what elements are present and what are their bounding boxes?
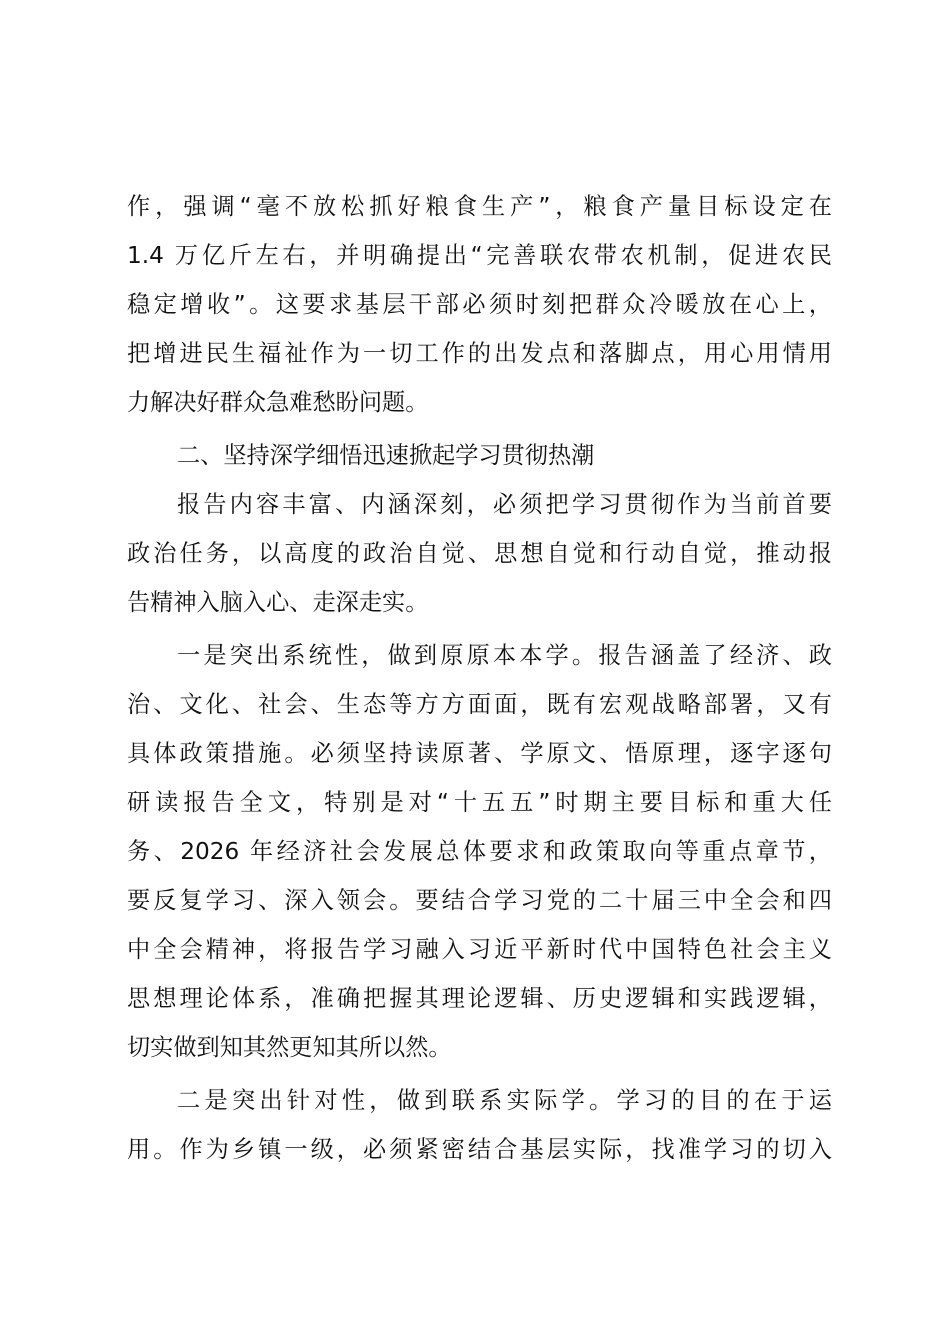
paragraph-line: 把增进民生福祉作为一切工作的出发点和落脚点，用心用情用 [127,340,832,367]
paragraph-line: 要反复学习、深入领会。要结合学习党的二十届三中全会和四 [127,887,832,914]
paragraph-line: 力解决好群众急难愁盼问题。 [127,389,429,416]
paragraph-line: 研读报告全文，特别是对“十五五”时期主要目标和重大任 [127,789,832,816]
paragraph-line: 告精神入脑入心、走深走实。 [127,589,429,616]
paragraph-line: 一是突出系统性，做到原原本本学。报告涵盖了经济、政 [177,642,832,669]
paragraph-line: 二是突出针对性，做到联系实际学。学习的目的在于运 [177,1087,832,1114]
paragraph-line: 思想理论体系，准确把握其理论逻辑、历史逻辑和实践逻辑， [127,985,832,1012]
paragraph-line: 用。作为乡镇一级，必须紧密结合基层实际，找准学习的切入 [127,1136,832,1163]
paragraph-line: 具体政策措施。必须坚持读原著、学原文、悟原理，逐字逐句 [127,740,832,767]
paragraph-line: 稳定增收”。这要求基层干部必须时刻把群众冷暖放在心上， [127,291,832,318]
paragraph-line: 治、文化、社会、生态等方方面面，既有宏观战略部署，又有 [127,691,832,718]
paragraph-line: 中全会精神，将报告学习融入习近平新时代中国特色社会主义 [127,936,832,963]
paragraph-line: 切实做到知其然更知其所以然。 [127,1034,452,1061]
paragraph-line: 1.4 万亿斤左右，并明确提出“完善联农带农机制，促进农民 [127,242,832,269]
paragraph-line: 务、2026 年经济社会发展总体要求和政策取向等重点章节， [127,838,832,865]
paragraph-line: 作，强调“毫不放松抓好粮食生产”，粮食产量目标设定在 [127,193,832,220]
paragraph-line: 报告内容丰富、内涵深刻，必须把学习贯彻作为当前首要 [177,491,832,518]
paragraph-line: 政治任务，以高度的政治自觉、思想自觉和行动自觉，推动报 [127,540,832,567]
section-heading: 二、坚持深学细悟迅速掀起学习贯彻热潮 [177,442,595,469]
